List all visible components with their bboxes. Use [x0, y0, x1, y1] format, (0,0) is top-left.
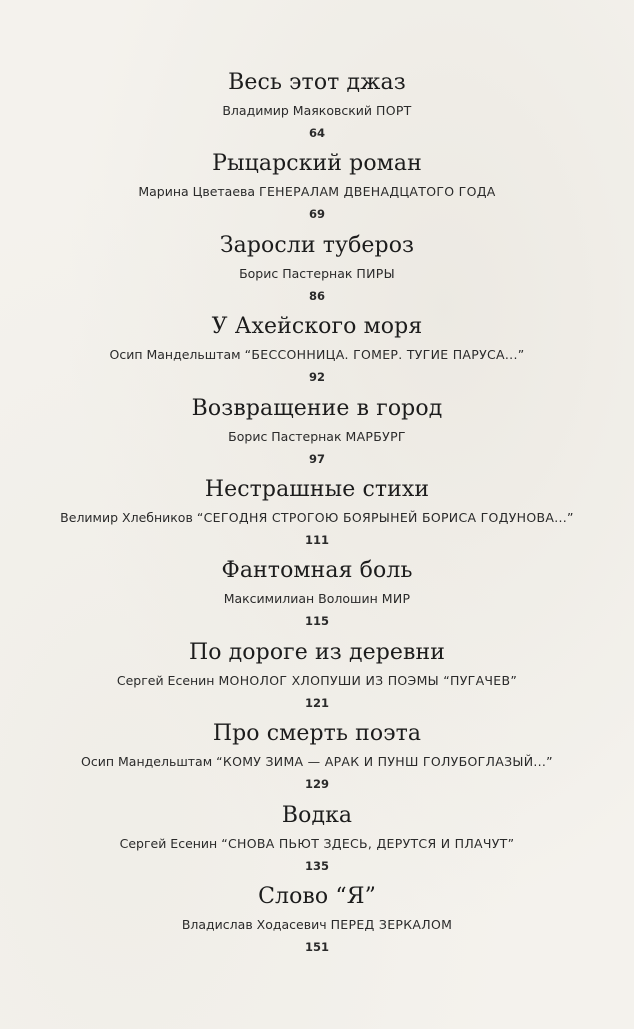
author-name: Владимир Маяковский [222, 103, 373, 118]
page-number: 64 [308, 126, 325, 140]
chapter-title: Возвращение в город [191, 395, 443, 421]
table-of-contents [0, 68, 634, 963]
author-line [81, 752, 553, 772]
poem-title: “БЕССОННИЦА. ГОМЕР. ТУГИЕ ПАРУСА...” [244, 347, 525, 363]
author-line [110, 345, 525, 365]
poem-title: “СНОВА ПЬЮТ ЗДЕСЬ, ДЕРУТСЯ И ПЛАЧУТ” [221, 835, 515, 851]
toc-entry [0, 149, 634, 230]
chapter-title: Рыцарский роман [212, 151, 422, 177]
author-line [60, 508, 574, 528]
chapter-title: Фантомная боль [221, 558, 413, 584]
chapter-title: Слово “Я” [258, 883, 376, 909]
chapter-title: По дороге из деревни [188, 639, 446, 665]
page-number: 69 [308, 207, 325, 222]
author-name: Сергей Есенин [119, 835, 218, 851]
toc-entry [0, 556, 634, 637]
toc-entry [0, 882, 634, 963]
poem-title: ПЕРЕД ЗЕРКАЛОМ [330, 916, 453, 932]
chapter-title: Нестрашные стихи [204, 476, 430, 502]
author-name: Максимилиан Волошин [223, 591, 378, 607]
poem-title: ПИРЫ [356, 265, 395, 281]
author-line [239, 264, 395, 284]
author-name: Марина Цветаева [138, 184, 256, 200]
page-number: 135 [304, 858, 329, 873]
author-line [120, 834, 515, 854]
author-name: Осип Мандельштам [81, 754, 213, 770]
page-number: 151 [304, 939, 329, 954]
author-line [117, 671, 517, 691]
author-name: Осип Мандельштам [109, 347, 241, 363]
poem-title: МИР [381, 591, 411, 607]
author-name: Велимир Хлебников [60, 509, 193, 525]
author-line [228, 427, 406, 447]
chapter-title: Водка [281, 802, 353, 828]
author-line [182, 915, 452, 935]
author-name: Владислав Ходасевич [181, 916, 327, 932]
page-number: 129 [304, 777, 329, 792]
toc-entry [0, 638, 634, 719]
poem-title: ГЕНЕРАЛАМ ДВЕНАДЦАТОГО ГОДА [259, 184, 496, 200]
author-line [138, 182, 495, 202]
poem-title: “КОМУ ЗИМА — АРАК И ПУНШ ГОЛУБОГЛАЗЫЙ...” [216, 754, 553, 770]
chapter-title: Весь этот джаз [228, 70, 406, 95]
page-number: 97 [308, 451, 325, 466]
chapter-title: Заросли туберoз [219, 232, 415, 258]
toc-entry [0, 68, 634, 149]
toc-entry [0, 394, 634, 475]
toc-entry [0, 801, 634, 882]
page-number: 86 [308, 288, 325, 303]
toc-entry [0, 719, 634, 800]
poem-title: МОНОЛОГ ХЛОПУШИ ИЗ ПОЭМЫ “ПУГАЧЕВ” [218, 672, 518, 688]
author-name: Борис Пастернак [228, 428, 342, 444]
page-number: 92 [308, 370, 325, 385]
page-number: 111 [304, 532, 329, 547]
poem-title: “СЕГОДНЯ СТРОГОЮ БОЯРЫНЕЙ БОРИСА ГОДУНОВА...” [196, 509, 574, 525]
page-number: 115 [304, 614, 329, 629]
chapter-title: У Ахейского моря [211, 314, 423, 340]
poem-title: ПОРТ [376, 103, 412, 118]
toc-entry [0, 312, 634, 393]
author-name: Борис Пастернак [239, 265, 353, 281]
page-number: 121 [304, 695, 329, 710]
author-name: Сергей Есенин [116, 672, 215, 688]
toc-entry [0, 231, 634, 312]
chapter-title: Про смерть поэта [212, 721, 422, 747]
author-line [222, 101, 411, 121]
poem-title: МАРБУРГ [345, 428, 406, 444]
author-line [224, 589, 411, 609]
toc-entry [0, 475, 634, 556]
